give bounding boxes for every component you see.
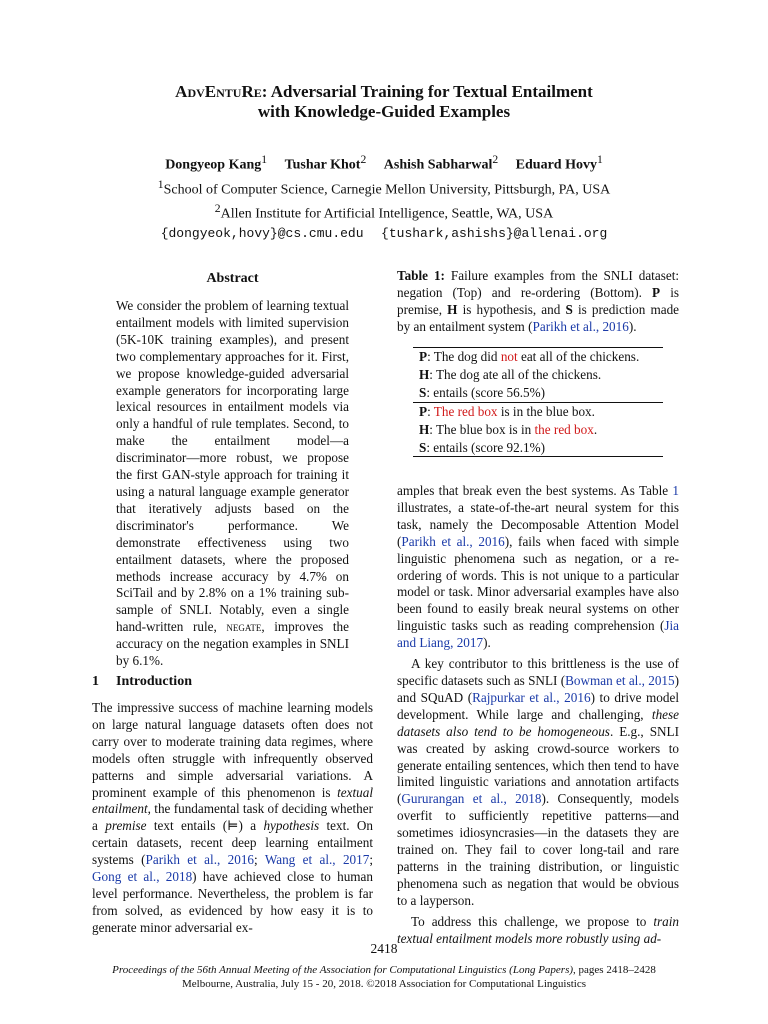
author-name: Tushar Khot xyxy=(284,157,361,173)
table-row-bottom-premise: P: The red box is in the blue box. xyxy=(419,403,595,419)
intro-paragraph-3: A key contributor to this brittleness is the use of specific datasets such as SNLI (Bowman et al., 2015) and SQuAD (Rajpurkar et al., 2016) to drive model development. While large and challenging, these datasets also tend to be homogeneous. E.g., SNLI was created by asking crowd-source workers to generate entailing sentences, which then tend to have limited linguistic variations and annotation artifacts (Gururangan et al., 2018). Consequently, models overfit to sufficiently repetitive patterns—and sometimes idiosyncrasies—in the datasets they are trained on. They fail to cover long-tail and rare patterns in the training distribution, or linguistic phenomena such as negation that would be obvious to a layperson. xyxy=(397,656,680,908)
intro-paragraph-4: To address this challenge, we propose to train textual entailment models more robustly using ad- xyxy=(397,913,680,946)
intro-paragraph-2: amples that break even the best systems. As Table 1 illustrates, a state-of-the-art neural system for this task, namely the Decomposable Attention Model (Parikh et al., 2016), fails when faced with simple linguistic phenomena such as negation, or a re-ordering of words. This is not unique to a particular model or task. Minor adversarial examples have also been found to easily break neural systems on other linguistic tasks such as reading comprehension (Jia and Liang, 2017). xyxy=(397,483,679,651)
citation-link[interactable]: Gururangan et al., 2018 xyxy=(401,791,542,807)
footer-line-2: Melbourne, Australia, July 15 - 20, 2018. ©2018 Association for Computational Linguistics xyxy=(181,978,586,990)
table-row-top-premise: P: The dog did not eat all of the chickens. xyxy=(419,349,640,364)
table-row-bottom-prediction: S: entails (score 92.1%) xyxy=(419,439,545,455)
table-1 xyxy=(413,347,663,457)
author-name: Dongyeop Kang xyxy=(165,157,262,173)
citation-link[interactable]: Jia and Liang, 2017 xyxy=(397,618,679,651)
right-column-text xyxy=(397,483,679,947)
system-name: AdvEntuRe xyxy=(175,82,262,101)
citation-link[interactable]: Parikh et al., 2016 xyxy=(532,318,629,334)
table-row-top-hypothesis: H: The dog ate all of the chickens. xyxy=(419,366,602,382)
negate-rule-name: negate xyxy=(226,619,262,635)
section-heading-introduction: 1 Introduction xyxy=(92,674,192,689)
author-affiliation-mark: 2 xyxy=(360,153,367,166)
author-names xyxy=(0,150,768,175)
citation-link[interactable]: Wang et al., 2017 xyxy=(264,852,370,868)
title-line-1-rest: : Adversarial Training for Textual Entailment xyxy=(261,82,593,101)
author-name: Ashish Sabharwal xyxy=(383,157,493,173)
table-row-top-prediction: S: entails (score 56.5%) xyxy=(419,384,545,400)
paper-title xyxy=(0,82,768,122)
table-bottom-rule xyxy=(413,456,663,457)
affiliation-1: $^1$School of Computer Science, Carnegie Mellon University, Pittsburgh, PA, USA xyxy=(157,177,611,198)
abstract-text: We consider the problem of learning textual entailment models with limited supervision (5K-10K training examples), and present two complementary approaches for it. First, we propose knowledge-guided adversarial example generators for incorporating large lexical resources in entailment models via only a handful of rule templates. Second, to make the entailment model—a discriminator—more robust, we propose the first GAN-style approach for training it using a natural language example generator that iteratively adjusts based on the discriminator's performance. We demonstrate effectiveness using two entailment datasets, where the proposed methods increase accuracy by 4.7% on SciTail and by 2.8% on a 1% training sub-sample of SNLI. Notably, even a single hand-written rule, negate, improves the accuracy on the negation examples in SNLI by 6.1%. xyxy=(116,298,349,669)
abstract-heading: Abstract xyxy=(206,271,259,286)
page-number: 2418 xyxy=(370,941,398,956)
citation-link[interactable]: Gong et al., 2018 xyxy=(92,869,193,885)
table-row-bottom-hypothesis: H: The blue box is in the red box. xyxy=(419,421,598,437)
author-affiliation-mark: 2 xyxy=(492,153,499,166)
footer-line-1: Proceedings of the 56th Annual Meeting of the Association for Computational Linguistics (Long Papers), pages 2418–2428 xyxy=(112,964,656,976)
email-allenai[interactable]: {tushark,ashishs}@allenai.org xyxy=(381,225,608,241)
citation-link[interactable]: Parikh et al., 2016 xyxy=(145,852,255,868)
author-affiliation-mark: 1 xyxy=(261,153,268,166)
proceedings-footer xyxy=(0,963,768,991)
affiliation-2: $^2$Allen Institute for Artificial Intelligence, Seattle, WA, USA xyxy=(214,202,554,222)
citation-link[interactable]: Parikh et al., 2016 xyxy=(401,533,505,549)
citation-link[interactable]: Bowman et al., 2015 xyxy=(565,672,675,688)
table-ref-link[interactable]: 1 xyxy=(672,483,679,498)
author-emails xyxy=(0,224,768,243)
intro-paragraph-1: The impressive success of machine learning models on large natural language datasets often does not carry over to moderate training data regimes, where models often struggle with infrequently observed patterns and simple adversarial variations. A prominent example of this phenomenon is textual entailment, the fundamental task of deciding whether a premise text entails (⊨) a hypothesis text. On certain datasets, recent deep learning entailment systems (Parikh et al., 2016; Wang et al., 2017; Gong et al., 2018) have achieved close to human level performance. Nevertheless, the problem is far from solved, as evidenced by how easy it is to generate minor adversarial ex- xyxy=(92,700,374,935)
author-affiliation-mark: 1 xyxy=(596,153,603,166)
email-cmu[interactable]: {dongyeok,hovy}@cs.cmu.edu xyxy=(160,225,364,241)
author-name: Eduard Hovy xyxy=(515,157,597,173)
citation-link[interactable]: Rajpurkar et al., 2016 xyxy=(472,689,591,705)
title-line-2: with Knowledge-Guided Examples xyxy=(257,102,511,121)
title-line-1 xyxy=(0,82,768,102)
table-1-caption: Table 1: Failure examples from the SNLI dataset: negation (Top) and re-ordering (Bottom). P is premise, H is hypothesis, and S is prediction made by an entailment system (Parikh et al., 2016). xyxy=(397,268,680,334)
author-block xyxy=(0,150,768,243)
